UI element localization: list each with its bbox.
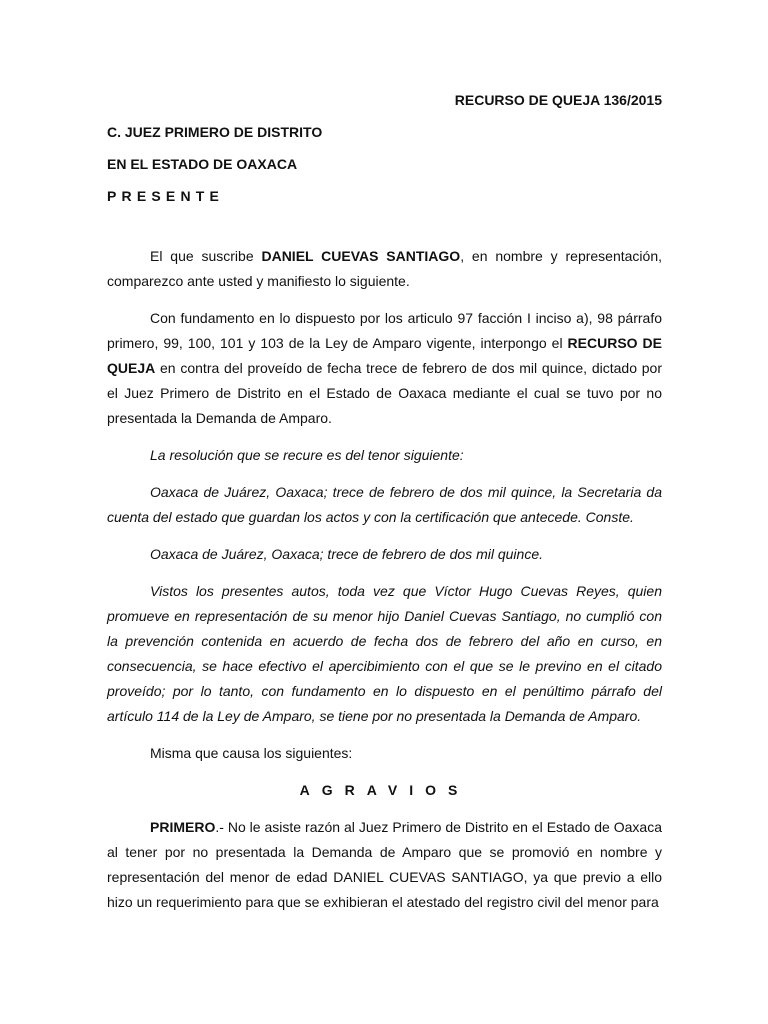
case-reference: RECURSO DE QUEJA 136/2015: [454, 92, 662, 108]
addressee-line-3: PRESENTE: [107, 188, 225, 204]
grievance-label: PRIMERO: [150, 819, 216, 835]
addressee-line-2: EN EL ESTADO DE OAXACA: [107, 156, 298, 172]
appeal-type: RECURSO DE QUEJA: [107, 335, 662, 376]
paragraph-quote-3: Vistos los presentes autos, toda vez que Víctor Hugo Cuevas Reyes, quien promueve en representación de su menor hijo Daniel Cuevas Santiago, no cumplió con la prevención contenida en acuerdo de fecha dos de febrero del año en curso, en consecuencia, se hace efectivo el apercibimiento con el que se le previno en el citado proveído; por lo tanto, con fundamento en lo dispuesto en el penúltimo párrafo del artículo 114 de la Ley de Amparo, se tiene por no presentada la Demanda de Amparo.: [107, 583, 662, 724]
paragraph-quote-2: Oaxaca de Juárez, Oaxaca; trece de febrero de dos mil quince.: [150, 546, 543, 562]
document-body: [107, 244, 662, 927]
paragraph-legal-basis: [107, 306, 662, 431]
text: .- No le asiste razón al Juez Primero de Distrito en el Estado de Oaxaca al tener por no presentada la Demanda de Amparo que se promovió en nombre y representación del menor de edad DANIEL CUEVAS SANTIAGO, ya que previo a ello hizo un requerimiento para que se exhibieran el atestado del registro civil del menor para: [107, 819, 662, 910]
text: Con fundamento en lo dispuesto por los articulo 97 facción I inciso a), 98 párrafo primero, 99, 100, 101 y 103 de la Ley de Amparo vigente, interpongo el: [107, 310, 662, 351]
addressee-line-1: C. JUEZ PRIMERO DE DISTRITO: [107, 124, 323, 140]
text: en contra del proveído de fecha trece de febrero de dos mil quince, dictado por el Juez Primero de Distrito en el Estado de Oaxaca mediante el cual se tuvo por no presentada la Demanda de Amparo.: [107, 360, 662, 426]
text: El que suscribe: [150, 248, 262, 264]
text: , en nombre y representación, comparezco ante usted y manifiesto lo siguiente.: [107, 248, 662, 289]
paragraph-first-grievance: [107, 815, 662, 915]
signer-name: DANIEL CUEVAS SANTIAGO: [261, 248, 461, 264]
paragraph-intro: [107, 244, 662, 294]
paragraph-quote-1: Oaxaca de Juárez, Oaxaca; trece de febrero de dos mil quince, la Secretaria da cuenta del estado que guardan los actos y con la certificación que antecede. Conste.: [107, 484, 662, 525]
paragraph-resolution-intro: La resolución que se recure es del tenor siguiente:: [150, 447, 464, 463]
section-heading-agravios: AGRAVIOS: [299, 782, 470, 798]
paragraph-grievances-intro: Misma que causa los siguientes:: [150, 745, 353, 761]
